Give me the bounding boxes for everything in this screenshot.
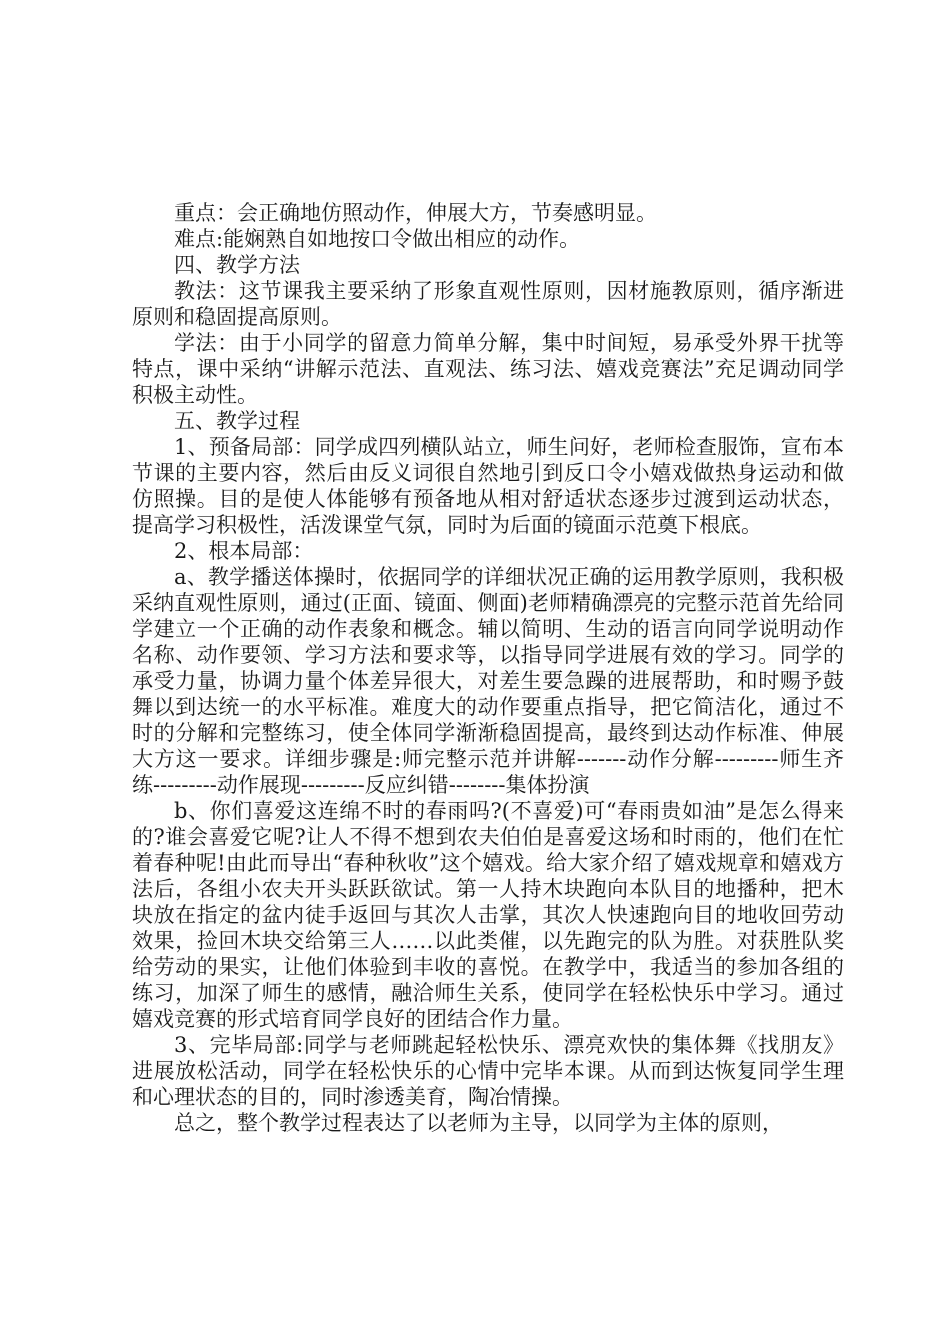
basic-part-heading: 2、根本局部： [174, 539, 314, 563]
preparation-part-paragraph: 1、预备局部：同学成四列横队站立，师生问好，老师检查服饰，宣布本节课的主要内容，然后由反义词很自然地引到反口令小嬉戏做热身运动和做仿照操。目的是使人体能够有预备地从相对舒适状态逐步过渡到运动状态，提高学习积极性，活泼课堂气氛，同时为后面的镜面示范奠下根底。 [132, 435, 844, 537]
key-point-paragraph: 重点：会正确地仿照动作，伸展大方，节奏感明显。 [174, 201, 657, 225]
difficulty-paragraph: 难点:能娴熟自如地按口令做出相应的动作。 [174, 227, 581, 251]
ending-part-paragraph: 3、完毕局部:同学与老师跳起轻松快乐、漂亮欢快的集体舞《找朋友》进展放松活动，同学在轻松快乐的心情中完毕本课。从而到达恢复同学生理和心理状态的目的，同时渗透美育，陶冶情操。 [132, 1033, 844, 1109]
teaching-method-paragraph: 教法：这节课我主要采纳了形象直观性原则，因材施教原则，循序渐进原则和稳固提高原则。 [132, 279, 844, 329]
basic-part-b-paragraph: b、你们喜爱这连绵不时的春雨吗?(不喜爱)可“春雨贵如油”是怎么得来的?谁会喜爱它呢?让人不得不想到农夫伯伯是喜爱这场和时雨的，他们在忙着春种呢!由此而导出“春种秋收”这个嬉戏。给大家介绍了嬉戏规章和嬉戏方法后，各组小农夫开头跃跃欲试。第一人持木块跑向本队目的地播种，把木块放在指定的盆内徒手返回与其次人击掌，其次人快速跑向目的地收回劳动效果，捡回木块交给第三人……以此类催，以先跑完的队为胜。对获胜队奖给劳动的果实，让他们体验到丰收的喜悦。在教学中，我适当的参加各组的练习，加深了师生的感情，融洽师生关系，使同学在轻松快乐中学习。通过嬉戏竞赛的形式培育同学良好的团结合作力量。 [132, 799, 844, 1031]
summary-paragraph: 总之，整个教学过程表达了以老师为主导，以同学为主体的原则， [174, 1111, 783, 1135]
section-heading-teaching-methods: 四、教学方法 [174, 253, 300, 277]
learning-method-paragraph: 学法：由于小同学的留意力简单分解，集中时间短，易承受外界干扰等特点，课中采纳“讲解示范法、直观法、练习法、嬉戏竞赛法”充足调动同学积极主动性。 [132, 331, 844, 407]
section-heading-teaching-process: 五、教学过程 [174, 409, 300, 433]
basic-part-a-paragraph: a、教学播送体操时，依据同学的详细状况正确的运用教学原则，我积极采纳直观性原则，通过(正面、镜面、侧面)老师精确漂亮的完整示范首先给同学建立一个正确的动作表象和概念。辅以简明、生动的语言向同学说明动作名称、动作要领、学习方法和要求等，以指导同学进展有效的学习。同学的承受力量，协调力量个体差异很大，对差生要急躁的进展帮助，和时赐予鼓舞以到达统一的水平标准。难度大的动作要重点指导，把它简洁化，通过不时的分解和完整练习，使全体同学渐渐稳固提高，最终到达动作标准、伸展大方这一要求。详细步骤是:师完整示范并讲解-------动作分解---------师生齐练---------动作展现---------反应纠错--------集体扮演 [132, 565, 844, 797]
document-body [132, 200, 844, 1136]
